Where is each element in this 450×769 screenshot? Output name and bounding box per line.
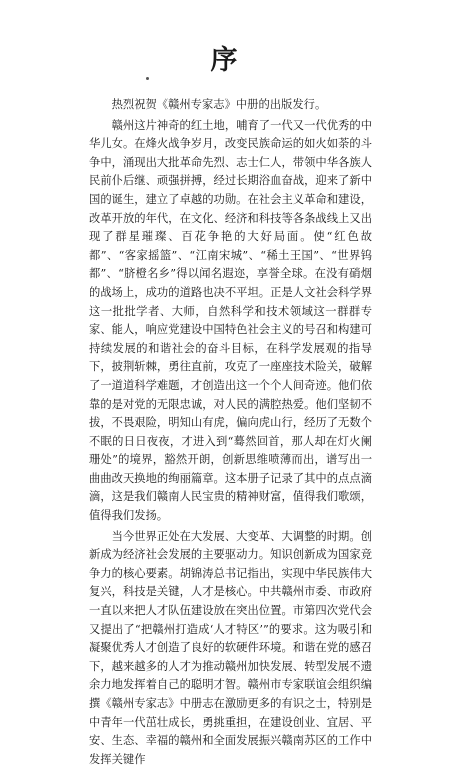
paragraph-3: 当今世界正处在大发展、大变革、大调整的时期。创新成为经济社会发展的主要驱动力。知识创新成为国家竞争力的核心要素。胡锦涛总书记指出，实现中华民族伟大复兴，科技是关键，人才是核心。中共赣州市委、市政府一直以来把人才队伍建设放在突出位置。市第四次党代会又提出了“把赣州打造成‘人才特区’”的要求。这为吸引和凝聚优秀人才创造了良好的软硬件环境。和谐在党的感召下，越来越多的人才为推动赣州加快发展、转型发展不遗余力地发挥着自己的聪明才智。赣州市专家联谊会组织编撰《赣州专家志》中册志在激励更多的有识之士，特别是中青年一代茁壮成长，勇挑重担，在建设创业、宜居、平安、生态、幸福的赣州和全面发展振兴赣南苏区的工作中发挥关键作 bbox=[89, 529, 372, 766]
preface-body bbox=[89, 96, 372, 769]
paragraph-2: 赣州这片神奇的红土地，哺育了一代又一代优秀的中华儿女。在烽火战争岁月，改变民族命运的如火如荼的斗争中，涌现出大批革命先烈、志士仁人，带领中华各族人民前仆后继、顽强拼搏，经过长期浴血奋战，迎来了新中国的诞生，建立了卓越的功勋。在社会主义革命和建设，改革开放的年代，在文化、经济和科技等各条战线上又出现了群星璀璨、百花争艳的大好局面。使“红色故都”、“客家摇篮”、“江南宋城”、“稀土王国”、“世界钨都”、“脐橙名乡”得以闻名遐迩，享誉全球。在没有硝烟的战场上，成功的道路也决不平坦。正是人文社会科学界这一批批学者、大师，自然科学和技术领域这一群群专家、能人，响应党建设中国特色社会主义的号召和构建可持续发展的和谐社会的奋斗目标，在科学发展观的指导下，披荆斩棘，勇往直前，攻克了一座座技术险关，破解了一道道科学难题，才创造出这一个个人间奇迹。他们依靠的是对党的无限忠诚，对人民的满腔热爱。他们坚韧不拔，不畏艰险，明知山有虎，偏向虎山行，经历了无数个不眠的日日夜夜，才进入到“蓦然回首，那人却在灯火阑珊处”的境界，豁然开朗，创新思维喷薄而出，谱写出一曲曲改天换地的绚丽篇章。这本册子记录了其中的点点滴滴，这是我们赣南人民宝贵的精神财富，值得我们歌颂，值得我们发扬。 bbox=[89, 118, 372, 523]
ink-speck bbox=[146, 77, 149, 80]
page-title: 序 bbox=[210, 45, 240, 76]
paragraph-1: 热烈祝贺《赣州专家志》中册的出版发行。 bbox=[111, 98, 327, 111]
